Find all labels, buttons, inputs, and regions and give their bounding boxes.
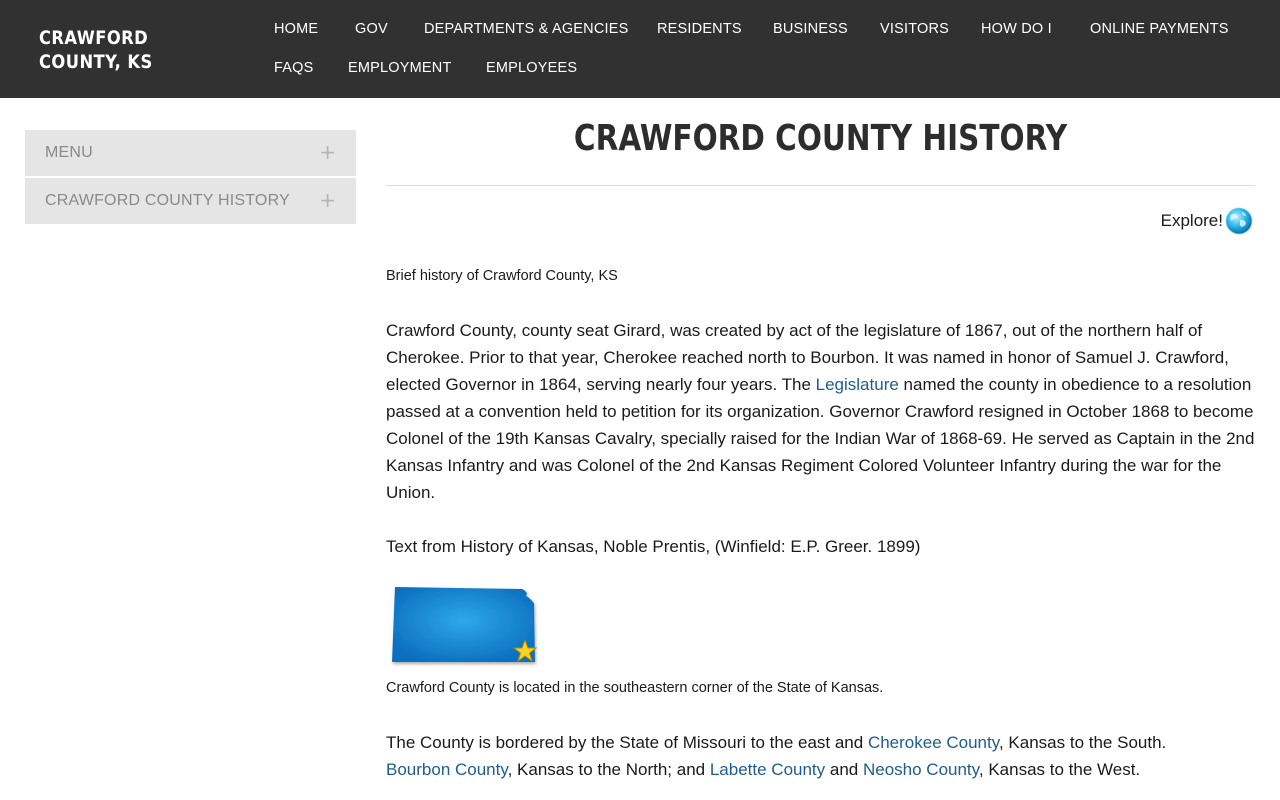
- nav-residents[interactable]: RESIDENTS: [657, 21, 742, 37]
- history-paragraph: [386, 317, 1261, 506]
- legislature-link[interactable]: Legislature: [815, 375, 899, 394]
- cherokee-county-link[interactable]: Cherokee County: [867, 733, 999, 752]
- sidebar-item-label: MENU: [45, 144, 93, 161]
- kansas-map-icon: [388, 585, 543, 667]
- nav-gov[interactable]: GOV: [355, 21, 388, 37]
- page-title: CRAWFORD COUNTY HISTORY: [573, 118, 1068, 159]
- map-caption: Crawford County is located in the southeastern corner of the State of Kansas.: [386, 680, 884, 696]
- plus-icon[interactable]: +: [319, 188, 336, 212]
- nav-departments-agencies[interactable]: DEPARTMENTS & AGENCIES: [424, 21, 629, 37]
- sidebar-item-label: CRAWFORD COUNTY HISTORY: [45, 192, 290, 209]
- history-text-part-1: Crawford County, county seat Girard, was created by act of the legislature of 1867, out of the northern half of Cherokee. Prior to that year, Cherokee reached north to Bourbon. It was named in honor of Samuel J. Crawford, elected Governor in 1864, serving nearly four years. The: [386, 321, 1229, 394]
- bourbon-county-link[interactable]: Bourbon County: [386, 760, 508, 779]
- borders-text-part-3: , Kansas to the North; and: [507, 760, 710, 779]
- site-header: [0, 0, 1280, 98]
- title-divider: [386, 185, 1255, 186]
- globe-icon: [1224, 206, 1254, 236]
- history-text-part-2: named the county in obedience to a resolution passed at a convention held to petition for its organization. Governor Crawford resigned in October 1868 to become Colonel of the 19th Kansas Cavalry, specially raised for the Indian War of 1868-69. He served as Captain in the 2nd Kansas Infantry and was Colonel of the 2nd Kansas Regiment Colored Volunteer Infantry during the war for the Union.: [386, 375, 1255, 502]
- plus-icon[interactable]: +: [319, 140, 336, 164]
- nav-home[interactable]: HOME: [274, 21, 319, 37]
- nav-business[interactable]: BUSINESS: [773, 21, 848, 37]
- source-citation: Text from History of Kansas, Noble Prentis, (Winfield: E.P. Greer. 1899): [386, 537, 921, 556]
- borders-text-part-4: and: [825, 760, 863, 779]
- nav-visitors[interactable]: VISITORS: [880, 21, 950, 37]
- sidebar-item-menu[interactable]: [25, 130, 356, 176]
- borders-paragraph: [386, 729, 1261, 783]
- explore-link[interactable]: [1161, 206, 1254, 236]
- nav-employment[interactable]: EMPLOYMENT: [348, 60, 452, 76]
- nav-faqs[interactable]: FAQS: [274, 60, 314, 76]
- sidebar-item-crawford-county-history[interactable]: [25, 178, 356, 224]
- neosho-county-link[interactable]: Neosho County: [862, 760, 979, 779]
- borders-text-part-1: The County is bordered by the State of Missouri to the east and: [386, 733, 868, 752]
- history-subtitle: Brief history of Crawford County, KS: [386, 268, 618, 284]
- nav-employees[interactable]: EMPLOYEES: [486, 60, 578, 76]
- explore-label: Explore!: [1160, 211, 1223, 230]
- nav-online-payments[interactable]: ONLINE PAYMENTS: [1090, 21, 1229, 37]
- borders-text-part-2: , Kansas to the South.: [998, 733, 1167, 752]
- site-title[interactable]: CRAWFORD COUNTY, KS: [39, 27, 153, 73]
- nav-how-do-i[interactable]: HOW DO I: [981, 21, 1052, 37]
- borders-text-part-5: , Kansas to the West.: [978, 760, 1141, 779]
- labette-county-link[interactable]: Labette County: [709, 760, 826, 779]
